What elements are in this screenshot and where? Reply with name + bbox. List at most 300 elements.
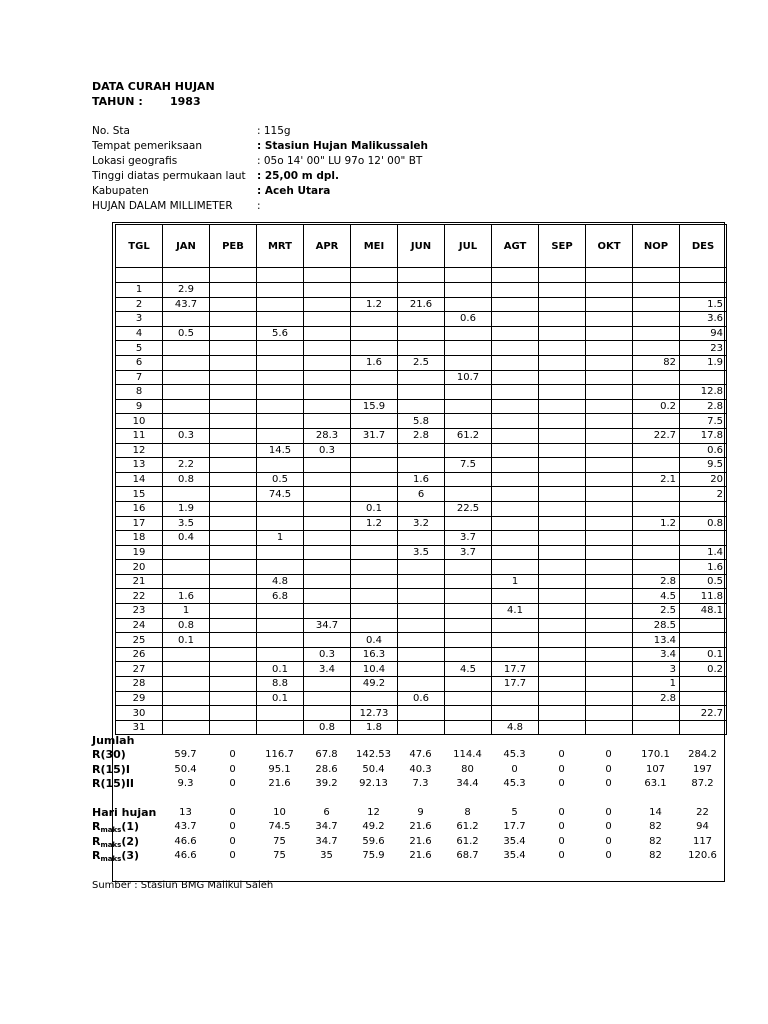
table-cell: [539, 560, 586, 575]
table-cell: [398, 458, 445, 473]
table-cell: 0.3: [304, 443, 351, 458]
table-cell: 1.6: [398, 472, 445, 487]
table-cell: [304, 545, 351, 560]
table-cell: 4.8: [492, 720, 539, 735]
column-header: MEI: [351, 225, 398, 268]
table-cell: [633, 297, 680, 312]
table-cell: [586, 283, 633, 298]
summary-values-row: [162, 763, 726, 777]
column-header: SEP: [539, 225, 586, 268]
summary-value: 5: [511, 807, 518, 818]
table-cell: 2.1: [633, 472, 680, 487]
table-cell: [633, 487, 680, 502]
table-row: [116, 487, 727, 502]
table-cell: [398, 618, 445, 633]
table-cell: [304, 458, 351, 473]
day-cell: 13: [116, 458, 163, 473]
table-cell: 5.6: [257, 326, 304, 341]
table-cell: 12.73: [351, 706, 398, 721]
table-cell: 14.5: [257, 443, 304, 458]
table-cell: [633, 443, 680, 458]
table-cell: [163, 385, 210, 400]
table-cell: [445, 326, 492, 341]
table-cell: [492, 385, 539, 400]
table-cell: 2.9: [163, 283, 210, 298]
summary-value: 142.53: [356, 749, 391, 761]
summary-value: 43.7: [174, 821, 197, 833]
table-row: [116, 341, 727, 356]
day-cell: 30: [116, 706, 163, 721]
table-cell: [539, 385, 586, 400]
table-cell: [210, 706, 257, 721]
table-cell: [163, 399, 210, 414]
column-header: AGT: [492, 225, 539, 268]
table-cell: [351, 472, 398, 487]
table-cell: 1.8: [351, 720, 398, 735]
rmaks-label-subscript: maks: [100, 840, 122, 849]
table-cell: [633, 370, 680, 385]
table-cell: [210, 618, 257, 633]
table-cell: [445, 385, 492, 400]
table-cell: [304, 501, 351, 516]
table-cell: [210, 574, 257, 589]
table-cell: [163, 443, 210, 458]
table-cell: [539, 647, 586, 662]
table-cell: [586, 574, 633, 589]
column-header: NOP: [633, 225, 680, 268]
year-label: TAHUN :: [92, 95, 143, 108]
table-cell: [351, 312, 398, 327]
summary-label-text: R(30): [92, 748, 126, 762]
summary-value: 39.2: [315, 778, 338, 790]
column-header: APR: [304, 225, 351, 268]
table-row: [116, 501, 727, 516]
table-cell: 13.4: [633, 633, 680, 648]
table-cell: [445, 297, 492, 312]
table-cell: [539, 531, 586, 546]
summary-value: 0: [605, 835, 612, 847]
table-cell: [586, 385, 633, 400]
table-row: [116, 691, 727, 706]
summary-value: 47.6: [409, 749, 432, 761]
table-cell: [351, 574, 398, 589]
table-cell: [210, 501, 257, 516]
table-cell: [539, 633, 586, 648]
table-cell: [398, 443, 445, 458]
summary-value: 22: [696, 807, 709, 818]
day-cell: 5: [116, 341, 163, 356]
summary-values-row: [162, 835, 726, 849]
table-cell: [445, 633, 492, 648]
table-cell: 1: [257, 531, 304, 546]
table-cell: [398, 501, 445, 516]
summary-value: 75: [273, 835, 286, 847]
table-cell: [586, 545, 633, 560]
table-cell: [210, 487, 257, 502]
table-cell: [163, 545, 210, 560]
document-title: DATA CURAH HUJAN: [92, 80, 215, 93]
summary-value: 0: [511, 763, 518, 775]
table-cell: [633, 414, 680, 429]
table-cell: [304, 691, 351, 706]
summary-value: 0: [229, 778, 236, 790]
table-cell: 0.4: [351, 633, 398, 648]
table-cell: [586, 443, 633, 458]
rainfall-table: [115, 224, 727, 735]
table-cell: [445, 720, 492, 735]
table-cell: [351, 458, 398, 473]
table-cell: [586, 355, 633, 370]
table-cell: [586, 531, 633, 546]
table-cell: [257, 385, 304, 400]
rmaks-label-suffix: (1): [121, 820, 140, 834]
table-cell: [304, 589, 351, 604]
table-cell: [351, 385, 398, 400]
summary-values-row: [162, 806, 726, 820]
table-cell: [586, 312, 633, 327]
table-cell: [539, 341, 586, 356]
table-cell: [492, 647, 539, 662]
table-cell: 0.6: [680, 443, 727, 458]
table-row: [116, 720, 727, 735]
day-cell: 7: [116, 370, 163, 385]
table-cell: 0.1: [351, 501, 398, 516]
summary-value: 46.6: [174, 850, 197, 862]
table-cell: [257, 355, 304, 370]
table-cell: [445, 283, 492, 298]
table-cell: [445, 574, 492, 589]
summary-value: 12: [367, 807, 380, 818]
table-cell: 1.9: [163, 501, 210, 516]
summary-value: 87.2: [691, 778, 714, 790]
table-cell: [445, 677, 492, 692]
summary-value: 0: [605, 850, 612, 862]
day-cell: 1: [116, 283, 163, 298]
table-cell: 22.7: [633, 428, 680, 443]
table-cell: [586, 677, 633, 692]
table-cell: 0.1: [257, 691, 304, 706]
table-cell: [257, 399, 304, 414]
day-cell: 24: [116, 618, 163, 633]
table-cell: [398, 399, 445, 414]
table-cell: [633, 283, 680, 298]
summary-value: 10: [273, 807, 286, 818]
summary-value: 0: [605, 821, 612, 833]
table-cell: [586, 647, 633, 662]
metadata-label: Tinggi diatas permukaan laut: [92, 170, 246, 182]
table-cell: 0.8: [163, 618, 210, 633]
rmaks-label-subscript: maks: [100, 855, 122, 864]
table-cell: 1.6: [163, 589, 210, 604]
summary-value: 59.6: [362, 835, 385, 847]
summary-value: 13: [179, 807, 192, 818]
table-cell: [304, 516, 351, 531]
table-cell: [163, 487, 210, 502]
table-cell: [210, 428, 257, 443]
day-cell: 26: [116, 647, 163, 662]
table-cell: [539, 662, 586, 677]
table-cell: [539, 472, 586, 487]
metadata-value: : 115g: [257, 125, 291, 137]
table-cell: 82: [633, 355, 680, 370]
table-cell: 21.6: [398, 297, 445, 312]
table-cell: [539, 414, 586, 429]
table-cell: 0.5: [680, 574, 727, 589]
table-cell: 0.1: [680, 647, 727, 662]
table-cell: [210, 531, 257, 546]
table-row: [116, 428, 727, 443]
table-cell: [539, 297, 586, 312]
table-cell: [633, 268, 680, 283]
table-cell: [586, 428, 633, 443]
summary-values-row: [162, 748, 726, 762]
table-cell: [492, 297, 539, 312]
summary-value: 35.4: [503, 835, 526, 847]
table-cell: [257, 618, 304, 633]
table-cell: [445, 399, 492, 414]
table-cell: [210, 312, 257, 327]
table-cell: [539, 501, 586, 516]
table-cell: [492, 706, 539, 721]
table-cell: [257, 720, 304, 735]
table-cell: 10.7: [445, 370, 492, 385]
summary-value: 95.1: [268, 763, 291, 775]
table-cell: [210, 677, 257, 692]
jumlah-label-text: Jumlah: [92, 734, 135, 747]
day-cell: 11: [116, 428, 163, 443]
summary-value: 9.3: [177, 778, 194, 790]
summary-value: 0: [558, 835, 565, 847]
table-cell: 1.5: [680, 297, 727, 312]
table-cell: [398, 574, 445, 589]
summary-value: 49.2: [362, 821, 385, 833]
table-cell: [586, 326, 633, 341]
table-cell: [304, 531, 351, 546]
summary-value: 0: [229, 850, 236, 862]
table-cell: [680, 531, 727, 546]
table-cell: [257, 283, 304, 298]
table-cell: [257, 370, 304, 385]
table-cell: [163, 370, 210, 385]
table-cell: [257, 647, 304, 662]
table-cell: [492, 399, 539, 414]
table-cell: [445, 341, 492, 356]
table-cell: [304, 472, 351, 487]
table-cell: [210, 472, 257, 487]
day-cell: 4: [116, 326, 163, 341]
table-cell: 1: [492, 574, 539, 589]
table-cell: 3.7: [445, 545, 492, 560]
table-cell: [492, 428, 539, 443]
summary-value: 9: [417, 807, 424, 818]
table-row: [116, 399, 727, 414]
table-cell: 43.7: [163, 297, 210, 312]
day-cell: 29: [116, 691, 163, 706]
hari-hujan-label-text: Hari hujan: [92, 806, 157, 819]
table-cell: 0.6: [398, 691, 445, 706]
day-cell: 17: [116, 516, 163, 531]
table-cell: [539, 283, 586, 298]
table-cell: 7.5: [445, 458, 492, 473]
summary-value: 114.4: [453, 749, 482, 761]
table-cell: 0.5: [257, 472, 304, 487]
table-cell: 1.2: [351, 297, 398, 312]
source-note: Sumber : Stasiun BMG Malikul Saleh: [92, 880, 274, 891]
column-header: DES: [680, 225, 727, 268]
summary-value: 40.3: [409, 763, 432, 775]
summary-value: 61.2: [456, 835, 479, 847]
table-cell: [633, 458, 680, 473]
table-cell: [163, 312, 210, 327]
table-cell: [445, 618, 492, 633]
table-row: [116, 589, 727, 604]
year-line: [92, 95, 201, 108]
table-cell: [210, 458, 257, 473]
table-cell: 10.4: [351, 662, 398, 677]
table-cell: [351, 414, 398, 429]
table-cell: [304, 399, 351, 414]
table-cell: [351, 560, 398, 575]
table-row: [116, 297, 727, 312]
table-cell: 0.4: [163, 531, 210, 546]
table-cell: [633, 326, 680, 341]
table-cell: [492, 443, 539, 458]
table-cell: [163, 574, 210, 589]
table-cell: [163, 414, 210, 429]
table-cell: [210, 560, 257, 575]
table-cell: 0.8: [304, 720, 351, 735]
summary-value: 35.4: [503, 850, 526, 862]
metadata-label: Kabupaten: [92, 185, 149, 197]
table-cell: [304, 487, 351, 502]
table-cell: 28.5: [633, 618, 680, 633]
summary-value: 107: [645, 763, 666, 775]
table-cell: [398, 662, 445, 677]
table-cell: 0.2: [633, 399, 680, 414]
table-cell: 9.5: [680, 458, 727, 473]
summary-value: 80: [461, 763, 474, 775]
summary-value: 63.1: [644, 778, 667, 790]
metadata-label: No. Sta: [92, 125, 130, 137]
table-row: [116, 633, 727, 648]
table-cell: [586, 370, 633, 385]
table-cell: [210, 283, 257, 298]
table-cell: [539, 574, 586, 589]
table-cell: [633, 341, 680, 356]
rmaks-label-text: R: [92, 834, 101, 848]
table-cell: [163, 662, 210, 677]
table-cell: [539, 618, 586, 633]
day-cell: 23: [116, 604, 163, 619]
table-cell: 2.2: [163, 458, 210, 473]
table-cell: [492, 341, 539, 356]
table-cell: [586, 662, 633, 677]
table-cell: [680, 501, 727, 516]
day-cell: 31: [116, 720, 163, 735]
summary-value: 94: [696, 821, 709, 833]
table-cell: [163, 560, 210, 575]
table-cell: [398, 385, 445, 400]
table-cell: [492, 283, 539, 298]
table-cell: [492, 355, 539, 370]
table-cell: 4.5: [633, 589, 680, 604]
summary-value: 34.4: [456, 778, 479, 790]
summary-value: 45.3: [503, 778, 526, 790]
table-cell: [445, 706, 492, 721]
summary-value: 0: [605, 778, 612, 790]
table-cell: [210, 399, 257, 414]
table-cell: [398, 677, 445, 692]
table-cell: [586, 501, 633, 516]
summary-value: 67.8: [315, 749, 338, 761]
table-cell: 1.2: [351, 516, 398, 531]
summary-value: 75.9: [362, 850, 385, 862]
table-cell: 1: [163, 604, 210, 619]
table-row: [116, 326, 727, 341]
table-cell: [351, 443, 398, 458]
table-cell: 17.7: [492, 662, 539, 677]
summary-value: 75: [273, 850, 286, 862]
day-cell: 18: [116, 531, 163, 546]
table-cell: 1.4: [680, 545, 727, 560]
summary-value: 120.6: [688, 850, 717, 862]
summary-value: 34.7: [315, 821, 338, 833]
summary-value: 0: [558, 821, 565, 833]
table-cell: [304, 297, 351, 312]
table-cell: [633, 560, 680, 575]
table-cell: [586, 297, 633, 312]
table-cell: 2.8: [633, 691, 680, 706]
table-cell: 22.7: [680, 706, 727, 721]
day-cell: 9: [116, 399, 163, 414]
table-cell: [304, 706, 351, 721]
table-cell: [586, 487, 633, 502]
summary-value: 35: [320, 850, 333, 862]
table-cell: [492, 501, 539, 516]
column-header: TGL: [116, 225, 163, 268]
summary-value: 116.7: [265, 749, 294, 761]
summary-label: [92, 777, 134, 791]
table-cell: [539, 370, 586, 385]
table-cell: 94: [680, 326, 727, 341]
metadata-label: HUJAN DALAM MILLIMETER: [92, 200, 233, 212]
table-cell: 0.3: [163, 428, 210, 443]
table-cell: [445, 604, 492, 619]
table-row: [116, 677, 727, 692]
table-cell: [210, 545, 257, 560]
table-row: [116, 531, 727, 546]
jumlah-label: [92, 734, 134, 748]
table-cell: 48.1: [680, 604, 727, 619]
table-cell: [492, 487, 539, 502]
table-cell: [492, 589, 539, 604]
table-spacer-row: [116, 268, 727, 283]
table-cell: 3: [633, 662, 680, 677]
table-cell: [257, 458, 304, 473]
table-cell: [163, 691, 210, 706]
table-cell: [304, 414, 351, 429]
metadata-label: Tempat pemeriksaan: [92, 140, 202, 152]
day-cell: 22: [116, 589, 163, 604]
table-cell: [492, 414, 539, 429]
metadata-value: : 05o 14' 00" LU 97o 12' 00" BT: [257, 155, 423, 167]
table-cell: [304, 312, 351, 327]
table-cell: 1: [633, 677, 680, 692]
table-cell: 0.1: [257, 662, 304, 677]
table-row: [116, 706, 727, 721]
table-cell: [539, 677, 586, 692]
column-header: OKT: [586, 225, 633, 268]
